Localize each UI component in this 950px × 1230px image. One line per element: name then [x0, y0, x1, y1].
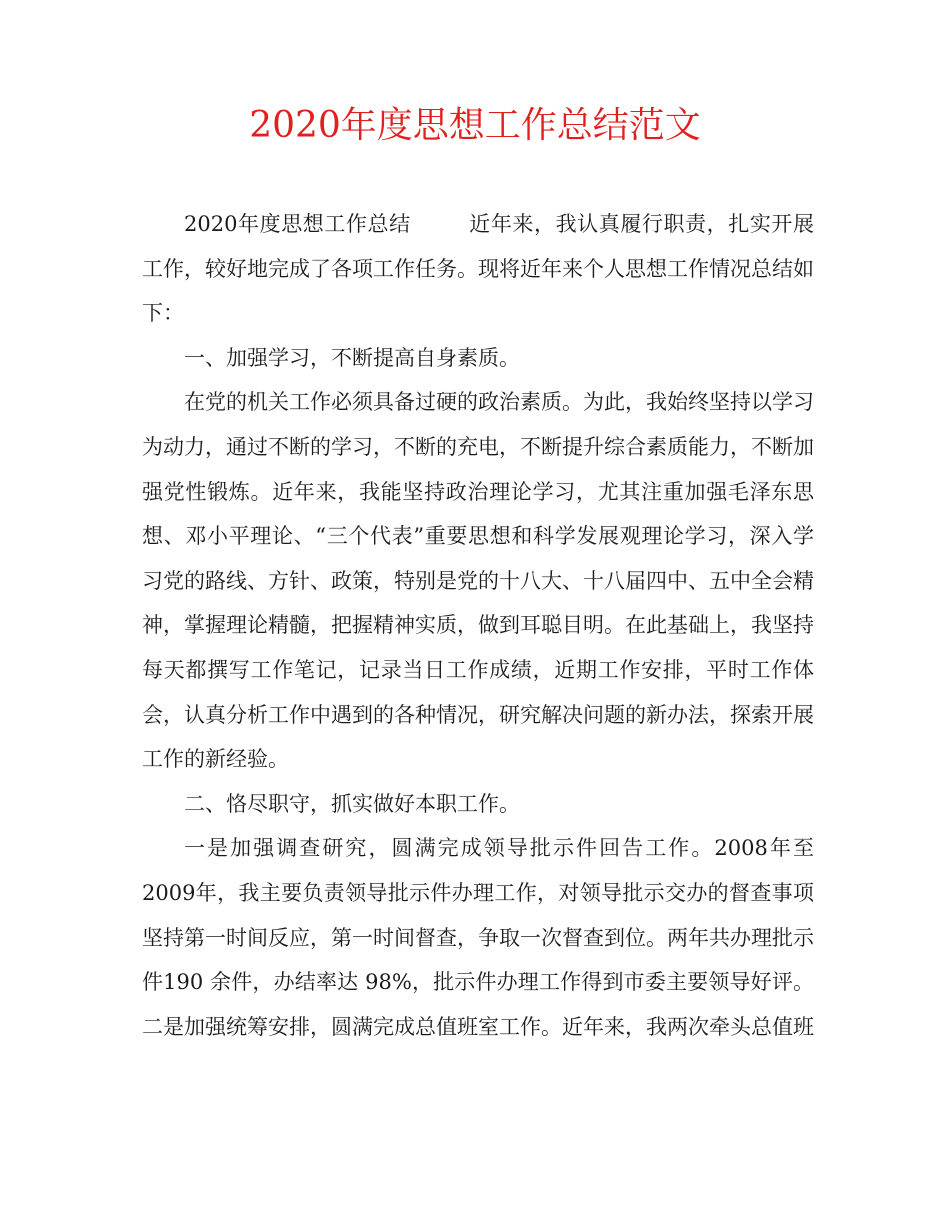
section-heading-2: 二、恪尽职守，抓实做好本职工作。	[184, 791, 520, 816]
paragraph-intro	[142, 202, 814, 336]
paragraph-duties: 一是加强调查研究，圆满完成领导批示件回告工作。2008年至2009年，我主要负责领导批示件办理工作，对领导批示交办的督查事项坚持第一时间反应，第一时间督查，争取一次督查到位。两年共办理批示件190 余件，办结率达 98%，批示件办理工作得到市委主要领导好评。二是加强统筹安排，圆满完成总值班室工作。近年来，我两次牵头总值班	[142, 836, 814, 1039]
intro-lead: 2020年度思想工作总结	[184, 212, 411, 236]
document-title: 2020年度思想工作总结范文	[249, 105, 701, 146]
paragraph-study: 在党的机关工作必须具备过硬的政治素质。为此，我始终坚持以学习为动力，通过不断的学习，不断的充电，不断提升综合素质能力，不断加强党性锻炼。近年来，我能坚持政治理论学习，尤其注重加强毛泽东思想、邓小平理论、“三个代表”重要思想和科学发展观理论学习，深入学习党的路线、方针、政策，特别是党的十八大、十八届四中、五中全会精神，掌握理论精髓，把握精神实质，做到耳聪目明。在此基础上，我坚持每天都撰写工作笔记，记录当日工作成绩，近期工作安排，平时工作体会，认真分析工作中遇到的各种情况，研究解决问题的新办法，探索开展工作的新经验。	[142, 390, 814, 772]
section-heading-1: 一、加强学习，不断提高自身素质。	[184, 345, 520, 370]
intro-text: 近年来，我认真履行职责，扎实开展工作，较好地完成了各项工作任务。现将近年来个人思想工作情况总结如下：	[142, 212, 814, 326]
document-body	[142, 202, 814, 1049]
